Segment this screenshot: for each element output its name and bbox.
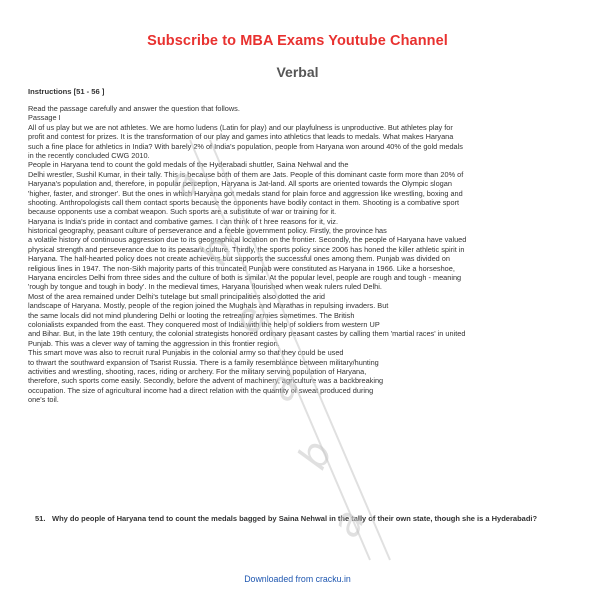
passage-line: profit and contest for prizes. It is the transformation of our play and games into athletics that leads to medals. What makes Haryana bbox=[28, 132, 454, 142]
passage-line: 'rough by tongue and tough in body'. In the medieval times, Haryana flourished when weak rulers ruled Delhi. bbox=[28, 282, 382, 292]
watermark-letter: a bbox=[157, 162, 210, 205]
question-text: Why do people of Haryana tend to count the medals bagged by Saina Nehwal in the tally of their own state, though she is a Hyderabadi? bbox=[52, 514, 538, 523]
passage-line: Most of the area remained under Delhi's tutelage but small principalities also dotted the arid bbox=[28, 291, 325, 301]
passage-line: People in Haryana tend to count the gold medals of the Hyderabadi shuttler, Saina Nehwal and the bbox=[28, 160, 349, 170]
passage-line: in the recently concluded CWG 2010. bbox=[28, 150, 150, 160]
passage-line: Punjab. This was a clever way of taming the aggression in this frontier region. bbox=[28, 338, 280, 348]
passage-line: the same locals did not mind plundering Delhi or looting the retreating armies sometimes. The British bbox=[28, 310, 355, 320]
passage-line: physical strength and perseverance due to its peasant culture. Thirdly, the sports policy since 2006 has honed the killer athletic spirit in bbox=[28, 244, 465, 254]
watermark-letter: a bbox=[256, 366, 309, 409]
passage bbox=[28, 104, 573, 405]
passage-line: 'higher, faster, and stronger'. But the ones in which Haryana got medals stand for plain force and aggression like wrestling, boxing and bbox=[28, 188, 463, 198]
question-51 bbox=[35, 514, 565, 525]
passage-line: Haryana is India's pride in contact and combative games. I can think of t hree reasons for it, viz. bbox=[28, 216, 338, 226]
passage-line: This smart move was also to recruit rural Punjabis in the colonial army so that they could be used bbox=[28, 348, 344, 358]
watermark-letter: e bbox=[223, 298, 276, 341]
passage-line: Passage I bbox=[28, 113, 61, 123]
passage-line: occupation. The size of agricultural income had a direct relation with the quantity of sweat produced during bbox=[28, 385, 374, 395]
watermark-letter: b bbox=[190, 229, 243, 273]
watermark-letter: a bbox=[322, 502, 375, 545]
passage-line: to thwart the southward expansion of Tsarist Russia. There is a family resemblance between military/hunting bbox=[28, 357, 379, 367]
passage-line: shooting. Anthropologists call them contact sports because the opponents have bodily contact in them. Shooting is a combative sport bbox=[28, 197, 460, 207]
passage-line: Haryana's population and, therefore, in popular perception, Haryana is Jat-land. All sports are oriented towards the Olympic slogan bbox=[28, 179, 452, 189]
instructions-heading: Instructions [51 - 56 ] bbox=[28, 87, 105, 96]
passage-line: historical geography, peasant culture of perseverance and a feeble government policy. Firstly, the province has bbox=[28, 226, 387, 236]
passage-line: Read the passage carefully and answer the question that follows. bbox=[28, 104, 240, 113]
watermark-letter: b bbox=[289, 433, 342, 477]
channel-banner: Subscribe to MBA Exams Youtube Channel bbox=[147, 33, 448, 49]
question-number: 51. bbox=[35, 514, 46, 523]
passage-line: colonialists expanded from the east. They conquered most of India with the help of soldiers from western UP bbox=[28, 319, 380, 329]
passage-line: one's toil. bbox=[28, 395, 59, 405]
passage-line: a volatile history of continuous aggression due to its geographical location on the frontier. Secondly, the people of Haryana have valued bbox=[28, 235, 467, 245]
passage-line: Haryana encircles Delhi from three sides and the culture of both is similar. At the popular level, people are rough and tough - meaning bbox=[28, 273, 462, 283]
passage-line: Delhi wrestler, Sushil Kumar, in their tally. This is because both of them are Jats. People of this dominant caste form more than 20% of bbox=[28, 169, 464, 179]
passage-line: activities and wrestling, shooting, races, riding or archery. For the military serving population of Haryana, bbox=[28, 366, 367, 376]
passage-line: because opponents use a combat weapon. Such sports are a substitute of war or training for it. bbox=[28, 207, 337, 217]
passage-line: Haryana. The half-hearted policy does not create achievers but supports the successful ones among them. Punjab was divided on bbox=[28, 254, 450, 264]
passage-line: All of us play but we are not athletes. We are homo ludens (Latin for play) and our playfulness is unproductive. But athletes play for bbox=[28, 122, 453, 132]
passage-line: such a fine place for athletics in India? With barely 2% of India's population, people from Haryana won around 40% of the gold medals bbox=[28, 141, 463, 151]
passage-line: religious lines in 1947. The non-Sikh majority parts of this truncated Punjab were constituted as Haryana in 1966. Like a horseshoe, bbox=[28, 263, 455, 273]
section-title: Verbal bbox=[276, 64, 319, 80]
passage-line: and Bihar. But, in the late 19th century, the colonial strategists honored ordinary peasant castes by calling them 'martial races' in united bbox=[28, 329, 466, 339]
passage-line: landscape of Haryana. Mostly, people of the region joined the Mughals and Marathas in repulsing invaders. But bbox=[28, 301, 389, 311]
passage-line: therefore, such sports come easily. Secondly, before the advent of machinery, agriculture was a backbreaking bbox=[28, 376, 384, 386]
download-footer[interactable]: Downloaded from cracku.in bbox=[244, 574, 351, 584]
